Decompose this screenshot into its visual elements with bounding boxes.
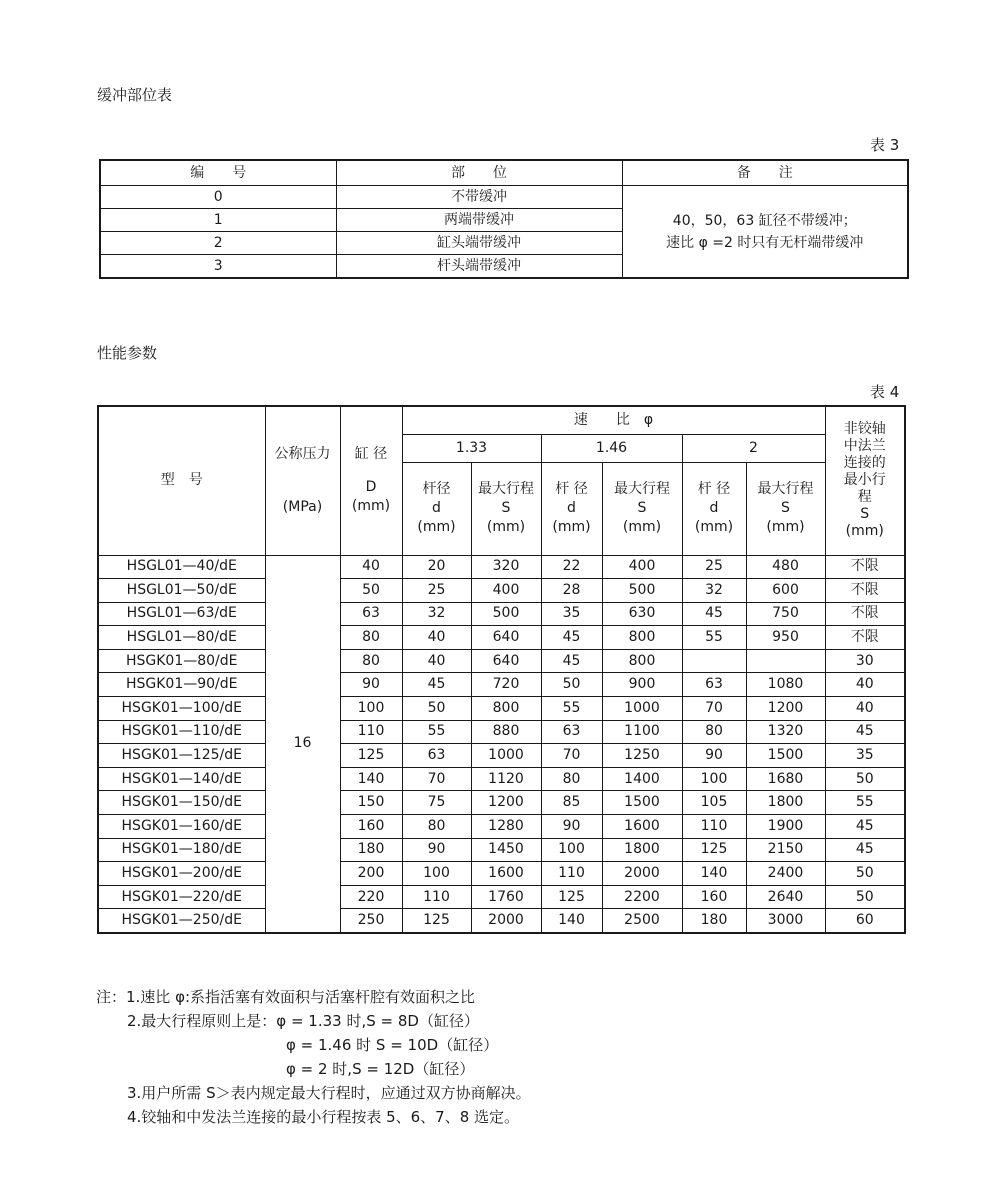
header-pressure-label: 公称压力	[274, 445, 331, 462]
cell-d3	[682, 649, 746, 673]
cell-min: 50	[825, 767, 905, 791]
cell-d1: 40	[402, 626, 471, 650]
cell-d2: 85	[541, 791, 602, 815]
cell-min: 45	[825, 720, 905, 744]
cell-s2: 1000	[602, 697, 682, 721]
cell-d3: 80	[682, 720, 746, 744]
cell-d1: 20	[402, 555, 471, 579]
cell-d1: 45	[402, 673, 471, 697]
cell-d2: 50	[541, 673, 602, 697]
header-pressure	[265, 406, 340, 555]
table-header-row	[100, 160, 908, 186]
cell-model: HSGL01—80/dE	[98, 626, 265, 650]
rod-label: 杆径	[422, 481, 451, 497]
cell-position: 缸头端带缓冲	[336, 232, 622, 255]
cell-model: HSGK01—140/dE	[98, 767, 265, 791]
cell-s2: 800	[602, 626, 682, 650]
header-min-line-1: 非铰轴	[843, 421, 886, 438]
cell-min: 40	[825, 673, 905, 697]
cell-s1: 500	[471, 602, 541, 626]
cell-d3: 25	[682, 555, 746, 579]
cell-d2: 70	[541, 744, 602, 768]
stroke-unit: (mm)	[622, 519, 662, 535]
cell-model: HSGK01—180/dE	[98, 838, 265, 862]
header-bore-symbol: D	[365, 479, 377, 496]
header-rod-1	[402, 462, 471, 555]
cell-d2: 45	[541, 649, 602, 673]
cell-model: HSGK01—160/dE	[98, 815, 265, 839]
cell-min: 不限	[825, 555, 905, 579]
table-row	[98, 673, 905, 697]
cell-min: 55	[825, 791, 905, 815]
cell-s3: 1200	[746, 697, 825, 721]
cell-D: 125	[340, 744, 402, 768]
cell-s2: 400	[602, 555, 682, 579]
remark-line-2: 速比 φ =2 时只有无杆端带缓冲	[666, 234, 864, 251]
cell-s1: 1000	[471, 744, 541, 768]
cell-s1: 320	[471, 555, 541, 579]
cell-number: 2	[100, 232, 336, 255]
cell-d1: 40	[402, 649, 471, 673]
cell-model: HSGK01—110/dE	[98, 720, 265, 744]
cell-s2: 630	[602, 602, 682, 626]
rod-symbol: d	[432, 500, 441, 516]
cell-D: 50	[340, 579, 402, 603]
cell-s3: 950	[746, 626, 825, 650]
cell-s2: 1400	[602, 767, 682, 791]
cell-s2: 1500	[602, 791, 682, 815]
cell-model: HSGL01—63/dE	[98, 602, 265, 626]
cell-d3: 100	[682, 767, 746, 791]
cell-d1: 32	[402, 602, 471, 626]
cell-d2: 63	[541, 720, 602, 744]
cell-s3: 1320	[746, 720, 825, 744]
cell-s1: 1450	[471, 838, 541, 862]
header-min-line-5: 程	[857, 489, 872, 506]
cell-s1: 880	[471, 720, 541, 744]
header-min-line-2: 中法兰	[843, 438, 886, 455]
section-title-buffer: 缓冲部位表	[97, 86, 173, 104]
header-ratio-2: 1.46	[541, 434, 682, 462]
cell-s3: 1500	[746, 744, 825, 768]
cell-s3	[746, 649, 825, 673]
header-bore-unit: (mm)	[351, 498, 391, 515]
cell-model: HSGK01—220/dE	[98, 885, 265, 909]
cell-position: 杆头端带缓冲	[336, 255, 622, 279]
cell-s3: 2400	[746, 862, 825, 886]
cell-d1: 110	[402, 885, 471, 909]
cell-d2: 100	[541, 838, 602, 862]
note-2-ratio-146: φ = 1.46 时 S = 10D（缸径）	[286, 1036, 499, 1054]
cell-D: 160	[340, 815, 402, 839]
cell-position: 不带缓冲	[336, 186, 622, 209]
rod-label: 杆 径	[697, 481, 731, 497]
cell-D: 80	[340, 649, 402, 673]
cell-s3: 480	[746, 555, 825, 579]
cell-model: HSGK01—200/dE	[98, 862, 265, 886]
cell-model: HSGK01—150/dE	[98, 791, 265, 815]
cell-s2: 2200	[602, 885, 682, 909]
header-stroke-1	[471, 462, 541, 555]
table-row	[98, 626, 905, 650]
header-number: 编 号	[100, 160, 336, 186]
cell-s2: 1100	[602, 720, 682, 744]
header-min-unit: (mm)	[845, 523, 884, 540]
header-pressure-unit: (MPa)	[282, 498, 323, 515]
section-title-performance: 性能参数	[97, 344, 158, 362]
rod-symbol: d	[567, 500, 576, 516]
table-row	[98, 602, 905, 626]
cell-D: 250	[340, 909, 402, 933]
header-rod-2	[541, 462, 602, 555]
table4-number: 表 4	[870, 383, 900, 401]
cell-min: 45	[825, 838, 905, 862]
cell-d2: 45	[541, 626, 602, 650]
table-row	[98, 862, 905, 886]
table-row	[100, 186, 908, 209]
header-speed-ratio: 速 比 φ	[402, 406, 825, 434]
stroke-symbol: S	[637, 500, 647, 516]
cell-min: 45	[825, 815, 905, 839]
cell-s3: 1800	[746, 791, 825, 815]
cell-d3: 180	[682, 909, 746, 933]
header-min-line-3: 连接的	[843, 455, 886, 472]
stroke-label: 最大行程	[614, 481, 670, 497]
cell-D: 220	[340, 885, 402, 909]
cell-number: 0	[100, 186, 336, 209]
cell-min: 40	[825, 697, 905, 721]
cell-s1: 1280	[471, 815, 541, 839]
cell-d1: 75	[402, 791, 471, 815]
cell-model: HSGL01—50/dE	[98, 579, 265, 603]
cell-min: 不限	[825, 602, 905, 626]
cell-d1: 80	[402, 815, 471, 839]
cell-s1: 1760	[471, 885, 541, 909]
cell-s3: 1900	[746, 815, 825, 839]
cell-d2: 55	[541, 697, 602, 721]
cell-s3: 2640	[746, 885, 825, 909]
cell-min: 不限	[825, 579, 905, 603]
note-2-ratio-2: φ = 2 时,S = 12D（缸径）	[286, 1060, 475, 1078]
rod-unit: (mm)	[694, 519, 734, 535]
header-bore	[340, 406, 402, 555]
cell-s3: 3000	[746, 909, 825, 933]
buffer-position-table	[99, 159, 909, 279]
cell-d1: 50	[402, 697, 471, 721]
cell-d1: 25	[402, 579, 471, 603]
cell-D: 140	[340, 767, 402, 791]
cell-s1: 400	[471, 579, 541, 603]
note-1: 注：1.速比 φ:系指活塞有效面积与活塞杆腔有效面积之比	[96, 988, 476, 1006]
cell-D: 63	[340, 602, 402, 626]
header-bore-label: 缸 径	[354, 446, 388, 463]
cell-s2: 800	[602, 649, 682, 673]
cell-s2: 2000	[602, 862, 682, 886]
table-row	[98, 838, 905, 862]
cell-d2: 140	[541, 909, 602, 933]
cell-D: 40	[340, 555, 402, 579]
cell-d2: 110	[541, 862, 602, 886]
cell-d3: 90	[682, 744, 746, 768]
stroke-symbol: S	[781, 500, 790, 516]
stroke-label: 最大行程	[478, 481, 534, 497]
cell-D: 80	[340, 626, 402, 650]
header-row-1	[98, 406, 905, 434]
cell-s1: 1200	[471, 791, 541, 815]
stroke-unit: (mm)	[486, 519, 526, 535]
cell-s2: 500	[602, 579, 682, 603]
cell-D: 90	[340, 673, 402, 697]
cell-model: HSGK01—80/dE	[98, 649, 265, 673]
table-row	[98, 720, 905, 744]
cell-d1: 100	[402, 862, 471, 886]
cell-s3: 600	[746, 579, 825, 603]
header-model: 型 号	[98, 406, 265, 555]
cell-min: 50	[825, 885, 905, 909]
cell-min: 35	[825, 744, 905, 768]
cell-d3: 140	[682, 862, 746, 886]
cell-s2: 900	[602, 673, 682, 697]
header-rod-3	[682, 462, 746, 555]
cell-s2: 1250	[602, 744, 682, 768]
cell-d3: 63	[682, 673, 746, 697]
cell-d3: 55	[682, 626, 746, 650]
cell-number: 1	[100, 209, 336, 232]
table-row	[98, 909, 905, 933]
cell-min: 50	[825, 862, 905, 886]
note-4: 4.铰轴和中发法兰连接的最小行程按表 5、6、7、8 选定。	[127, 1108, 520, 1126]
cell-min: 30	[825, 649, 905, 673]
cell-s1: 720	[471, 673, 541, 697]
cell-s3: 2150	[746, 838, 825, 862]
cell-d3: 105	[682, 791, 746, 815]
cell-s1: 640	[471, 649, 541, 673]
notes-block	[96, 985, 531, 1129]
stroke-unit: (mm)	[766, 519, 805, 535]
cell-d3: 32	[682, 579, 746, 603]
performance-table	[97, 405, 906, 934]
rod-unit: (mm)	[417, 519, 456, 535]
note-2: 2.最大行程原则上是：φ = 1.33 时,S = 8D（缸径）	[127, 1012, 479, 1030]
cell-s1: 2000	[471, 909, 541, 933]
table-row	[98, 555, 905, 579]
cell-s1: 1600	[471, 862, 541, 886]
cell-D: 200	[340, 862, 402, 886]
rod-symbol: d	[709, 500, 719, 516]
cell-d3: 125	[682, 838, 746, 862]
cell-d3: 110	[682, 815, 746, 839]
cell-position: 两端带缓冲	[336, 209, 622, 232]
cell-D: 110	[340, 720, 402, 744]
cell-s2: 1800	[602, 838, 682, 862]
cell-min: 60	[825, 909, 905, 933]
cell-d1: 55	[402, 720, 471, 744]
cell-d2: 22	[541, 555, 602, 579]
cell-s1: 800	[471, 697, 541, 721]
cell-model: HSGK01—100/dE	[98, 697, 265, 721]
stroke-label: 最大行程	[757, 481, 814, 497]
cell-number: 3	[100, 255, 336, 279]
table-row	[98, 579, 905, 603]
cell-d3: 160	[682, 885, 746, 909]
cell-D: 100	[340, 697, 402, 721]
cell-d3: 70	[682, 697, 746, 721]
cell-s3: 1080	[746, 673, 825, 697]
remark-cell	[622, 186, 908, 279]
header-remark: 备 注	[622, 160, 908, 186]
cell-d2: 125	[541, 885, 602, 909]
rod-unit: (mm)	[552, 519, 591, 535]
cell-s3: 750	[746, 602, 825, 626]
table-row	[98, 744, 905, 768]
header-ratio-3: 2	[682, 434, 825, 462]
cell-s1: 640	[471, 626, 541, 650]
cell-s2: 2500	[602, 909, 682, 933]
cell-s3: 1680	[746, 767, 825, 791]
cell-d2: 90	[541, 815, 602, 839]
note-3: 3.用户所需 S＞表内规定最大行程时，应通过双方协商解决。	[127, 1084, 531, 1102]
header-min-line-4: 最小行	[843, 472, 886, 489]
cell-d1: 125	[402, 909, 471, 933]
remark-line-1: 40，50，63 缸径不带缓冲；	[672, 212, 857, 229]
cell-min: 不限	[825, 626, 905, 650]
cell-D: 150	[340, 791, 402, 815]
cell-model: HSGK01—250/dE	[98, 909, 265, 933]
table-row	[98, 697, 905, 721]
cell-model: HSGK01—90/dE	[98, 673, 265, 697]
cell-d1: 63	[402, 744, 471, 768]
cell-pressure: 16	[265, 555, 340, 933]
table-row	[98, 885, 905, 909]
cell-s1: 1120	[471, 767, 541, 791]
table3-number: 表 3	[870, 136, 900, 154]
header-position: 部 位	[336, 160, 622, 186]
cell-d1: 70	[402, 767, 471, 791]
cell-s2: 1600	[602, 815, 682, 839]
table-row	[98, 815, 905, 839]
header-stroke-3	[746, 462, 825, 555]
cell-d3: 45	[682, 602, 746, 626]
table-row	[98, 791, 905, 815]
header-min-symbol: S	[860, 506, 870, 523]
table-row	[98, 649, 905, 673]
header-ratio-1: 1.33	[402, 434, 541, 462]
cell-d2: 35	[541, 602, 602, 626]
cell-d2: 80	[541, 767, 602, 791]
table-row	[98, 767, 905, 791]
cell-model: HSGL01—40/dE	[98, 555, 265, 579]
cell-model: HSGK01—125/dE	[98, 744, 265, 768]
stroke-symbol: S	[501, 500, 511, 516]
rod-label: 杆 径	[555, 481, 588, 497]
cell-d1: 90	[402, 838, 471, 862]
header-min-stroke	[825, 406, 905, 555]
header-stroke-2	[602, 462, 682, 555]
cell-d2: 28	[541, 579, 602, 603]
cell-D: 180	[340, 838, 402, 862]
